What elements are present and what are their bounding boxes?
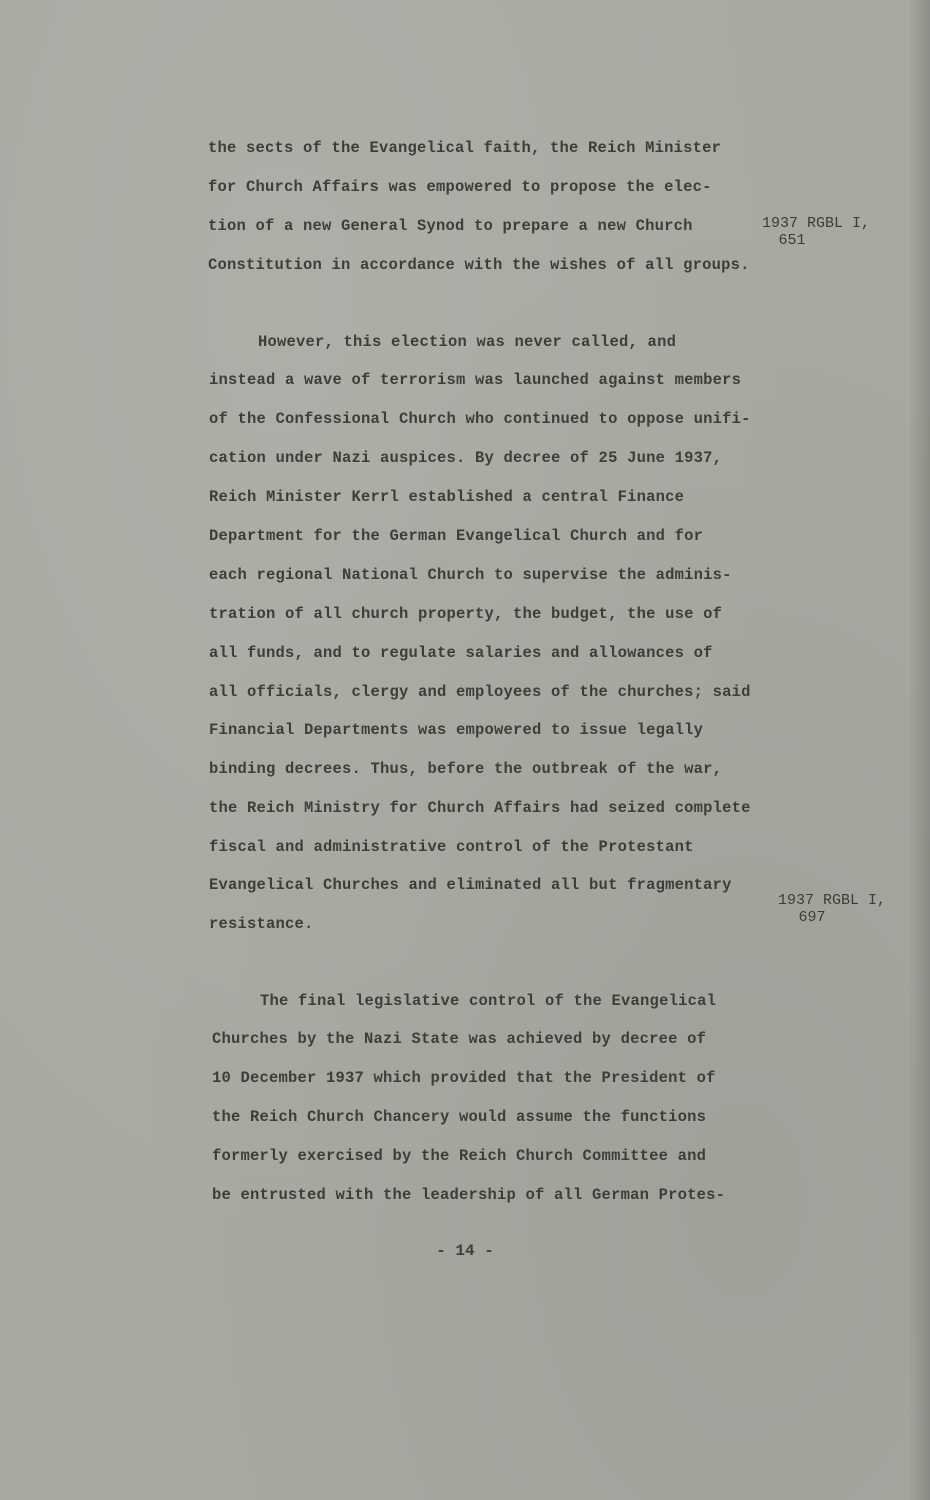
text-line: resistance. <box>209 915 314 933</box>
text-line: formerly exercised by the Reich Church Committee and <box>212 1147 707 1165</box>
text-line: Churches by the Nazi State was achieved by decree of <box>212 1030 707 1048</box>
margin-citation <box>778 892 886 926</box>
page-number: - 14 - <box>436 1242 494 1260</box>
text-line: Financial Departments was empowered to issue legally <box>209 721 704 739</box>
text-line: each regional National Church to supervise the adminis- <box>209 566 732 584</box>
citation-source: 1937 RGBL I, <box>762 215 871 232</box>
text-line: all officials, clergy and employees of the churches; said <box>209 683 751 701</box>
citation-source: 1937 RGBL I, <box>778 892 887 909</box>
text-line: binding decrees. Thus, before the outbreak of the war, <box>209 760 723 778</box>
text-line: the Reich Ministry for Church Affairs had seized complete <box>209 799 751 817</box>
text-line: all funds, and to regulate salaries and allowances of <box>209 644 713 662</box>
text-line: of the Confessional Church who continued to oppose unifi- <box>209 410 751 428</box>
page-edge-shadow <box>908 0 930 1500</box>
text-line: the Reich Church Chancery would assume the functions <box>212 1108 707 1126</box>
text-line: instead a wave of terrorism was launched against members <box>209 371 742 389</box>
text-line: Department for the German Evangelical Church and for <box>209 527 704 545</box>
text-line: Evangelical Churches and eliminated all but fragmentary <box>209 876 732 894</box>
citation-page: 651 <box>778 232 806 249</box>
text-line: However, this election was never called, and <box>258 333 677 351</box>
citation-page: 697 <box>798 909 826 926</box>
text-line: the sects of the Evangelical faith, the Reich Minister <box>208 139 722 157</box>
text-line: Reich Minister Kerrl established a central Finance <box>209 488 685 506</box>
text-line: fiscal and administrative control of the Protestant <box>209 838 694 856</box>
text-line: cation under Nazi auspices. By decree of 25 June 1937, <box>209 449 723 467</box>
margin-citation <box>762 215 870 249</box>
text-line: Constitution in accordance with the wishes of all groups. <box>208 256 750 274</box>
text-line: 10 December 1937 which provided that the President of <box>212 1069 716 1087</box>
text-line: for Church Affairs was empowered to propose the elec- <box>208 178 712 196</box>
text-line: be entrusted with the leadership of all German Protes- <box>212 1186 726 1204</box>
text-line: The final legislative control of the Evangelical <box>260 992 717 1010</box>
text-line: tration of all church property, the budget, the use of <box>209 605 723 623</box>
text-line: tion of a new General Synod to prepare a new Church <box>208 217 693 235</box>
